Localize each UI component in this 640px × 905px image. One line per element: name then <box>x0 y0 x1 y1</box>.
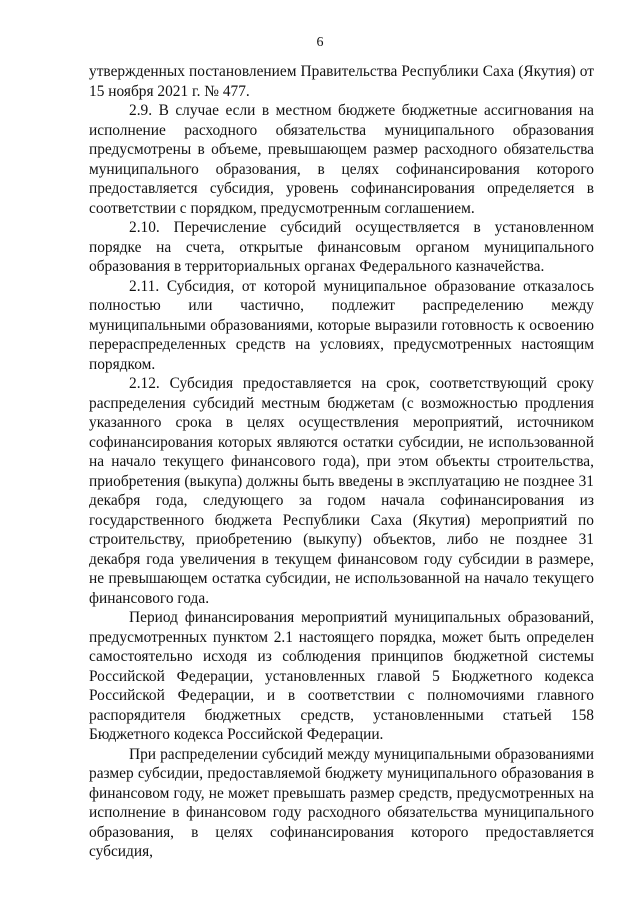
document-body <box>89 62 594 862</box>
paragraph-continuation: утвержденных постановлением Правительства Республики Саха (Якутия) от 15 ноября 2021 г. № 477. <box>89 63 594 100</box>
paragraph-2-11: 2.11. Субсидия, от которой муниципальное образование отказалось полностью или частично, подлежит распределению между муниципальными образованиями, которые выразили готовность к освоению перераспределенных средств на условиях, предусмотренных настоящим порядком. <box>89 277 594 373</box>
paragraph-financing-period: Период финансирования мероприятий муниципальных образований, предусмотренных пунктом 2.1 настоящего порядка, может быть определен самостоятельно исходя из соблюдения принципов бюджетной системы Российской Федерации, установленных главой 5 Бюджетного кодекса Российской Федерации, и в соответствии с полномочиями главного распорядителя бюджетных средств, установленными статьей 158 Бюджетного кодекса Российской Федерации. <box>89 609 594 743</box>
paragraph-2-12: 2.12. Субсидия предоставляется на срок, соответствующий сроку распределения субсидий местным бюджетам (с возможностью продления указанного срока в целях осуществления мероприятий, источником софинансирования которых являются остатки субсидии, не использованной на начало текущего финансового года), при этом объекты строительства, приобретения (выкупа) должны быть введены в эксплуатацию не позднее 31 декабря года, следующего за годом начала софинансирования из государственного бюджета Республики Саха (Якутия) мероприятий по строительству, приобретению (выкупу) объектов, либо не позднее 31 декабря года увеличения в текущем финансовом году субсидии в размере, не превышающем остатка субсидии, не использованной на начало текущего финансового года. <box>89 375 594 607</box>
paragraph-2-9: 2.9. В случае если в местном бюджете бюджетные ассигнования на исполнение расходного обязательства муниципального образования предусмотрены в объеме, превышающем размер расходного обязательства муниципального образования, в целях софинансирования которого предоставляется субсидия, уровень софинансирования определяется в соответствии с порядком, предусмотренным соглашением. <box>89 102 594 217</box>
page-number: 6 <box>316 35 324 50</box>
paragraph-subsidy-distribution: При распределении субсидий между муниципальными образованиями размер субсидии, предоставляемой бюджету муниципального образования в финансовом году, не может превышать размер средств, предусмотренных на исполнение в финансовом году расходного обязательства муниципального образования, в целях софинансирования которого предоставляется субсидия, <box>89 745 594 860</box>
paragraph-2-10: 2.10. Перечисление субсидий осуществляется в установленном порядке на счета, открытые финансовым органом муниципального образования в территориальных органах Федерального казначейства. <box>89 219 594 275</box>
